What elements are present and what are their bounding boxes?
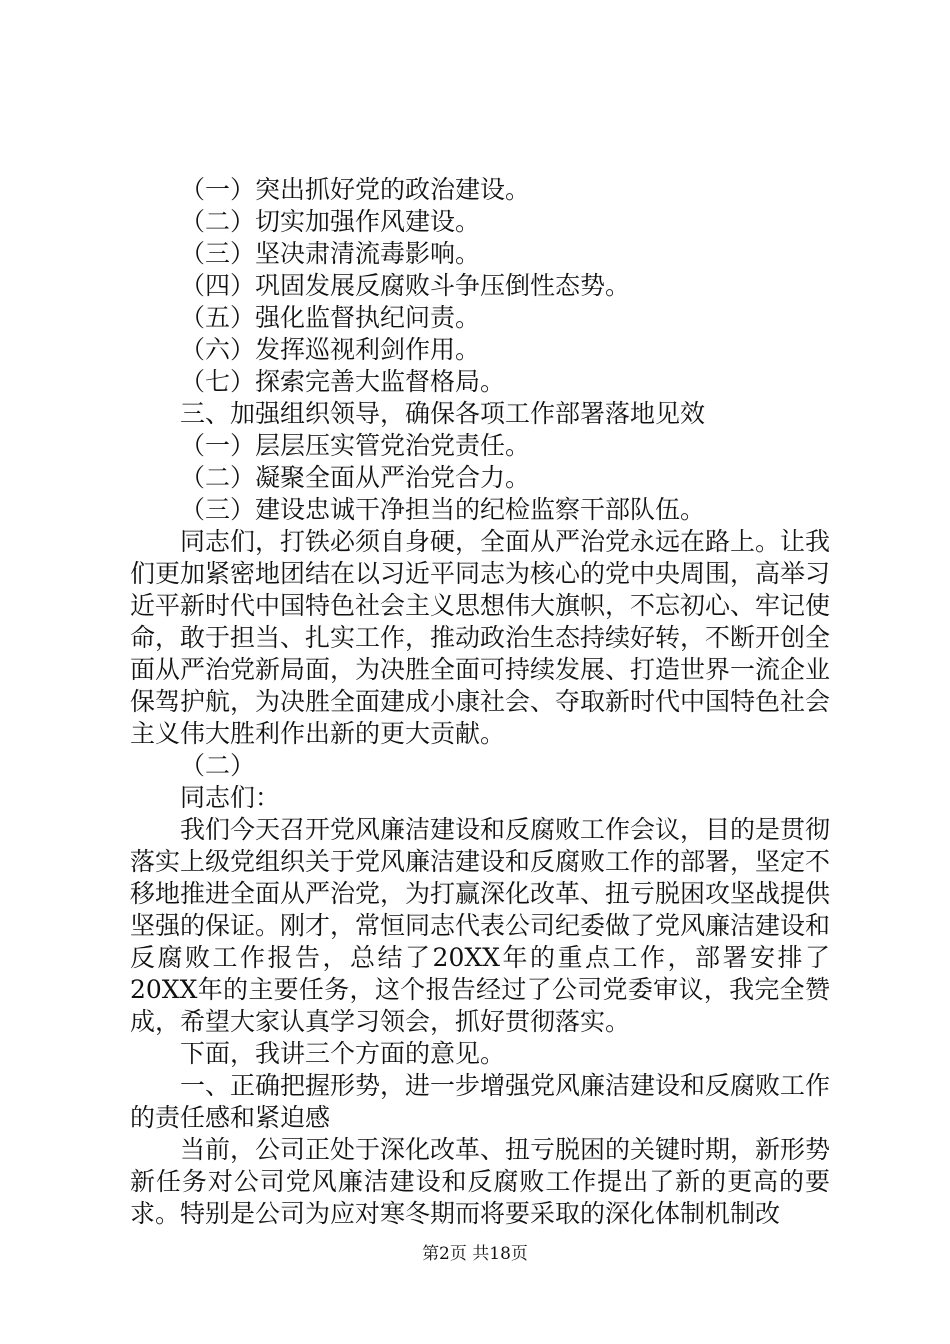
list-item: （四）巩固发展反腐败斗争压倒性态势。 — [180, 271, 631, 300]
list-item: （三）建设忠诚干净担当的纪检监察干部队伍。 — [180, 495, 706, 524]
list-item: （五）强化监督执纪问责。 — [180, 303, 481, 332]
section-heading-1: 一、正确把握形势，进一步增强党风廉洁建设和反腐败工作的责任感和紧迫感 — [130, 1071, 831, 1132]
list-item: （一）层层压实管党治党责任。 — [180, 431, 531, 460]
list-item: （七）探索完善大监督格局。 — [180, 367, 506, 396]
list-item: （六）发挥巡视利剑作用。 — [180, 335, 481, 364]
greeting: 同志们： — [180, 783, 281, 812]
section-heading-3: 三、加强组织领导，确保各项工作部署落地见效 — [180, 399, 706, 428]
list-item: （二）切实加强作风建设。 — [180, 207, 481, 236]
outline-intro: 下面，我讲三个方面的意见。 — [180, 1039, 506, 1068]
current-paragraph: 当前，公司正处于深化改革、扭亏脱困的关键时期，新形势新任务对公司党风廉洁建设和反腐败工作提出了新的更高的要求。特别是公司为应对寒冬期而将要采取的深化体制机制改 — [130, 1135, 831, 1228]
closing-paragraph: 同志们，打铁必须自身硬，全面从严治党永远在路上。让我们更加紧密地团结在以习近平同志为核心的党中央周围，高举习近平新时代中国特色社会主义思想伟大旗帜，不忘初心、牢记使命，敢于担当、扎实工作，推动政治生态持续好转，不断开创全面从严治党新局面，为决胜全面可持续发展、打造世界一流企业保驾护航，为决胜全面建成小康社会、夺取新时代中国特色社会主义伟大胜利作出新的更大贡献。 — [130, 527, 831, 748]
document-body — [130, 174, 830, 1230]
intro-paragraph: 我们今天召开党风廉洁建设和反腐败工作会议，目的是贯彻落实上级党组织关于党风廉洁建设和反腐败工作的部署，坚定不移地推进全面从严治党，为打赢深化改革、扭亏脱困攻坚战提供坚强的保证。刚才，常恒同志代表公司纪委做了党风廉洁建设和反腐败工作报告，总结了20XX年的重点工作，部署安排了20XX年的主要任务，这个报告经过了公司党委审议，我完全赞成，希望大家认真学习领会，抓好贯彻落实。 — [130, 815, 831, 1036]
list-item: （二）凝聚全面从严治党合力。 — [180, 463, 531, 492]
list-item: （一）突出抓好党的政治建设。 — [180, 175, 531, 204]
page-number-footer: 第2页 共18页 — [422, 1244, 528, 1264]
list-item: （三）坚决肃清流毒影响。 — [180, 239, 481, 268]
speech-marker: （二） — [180, 751, 256, 780]
